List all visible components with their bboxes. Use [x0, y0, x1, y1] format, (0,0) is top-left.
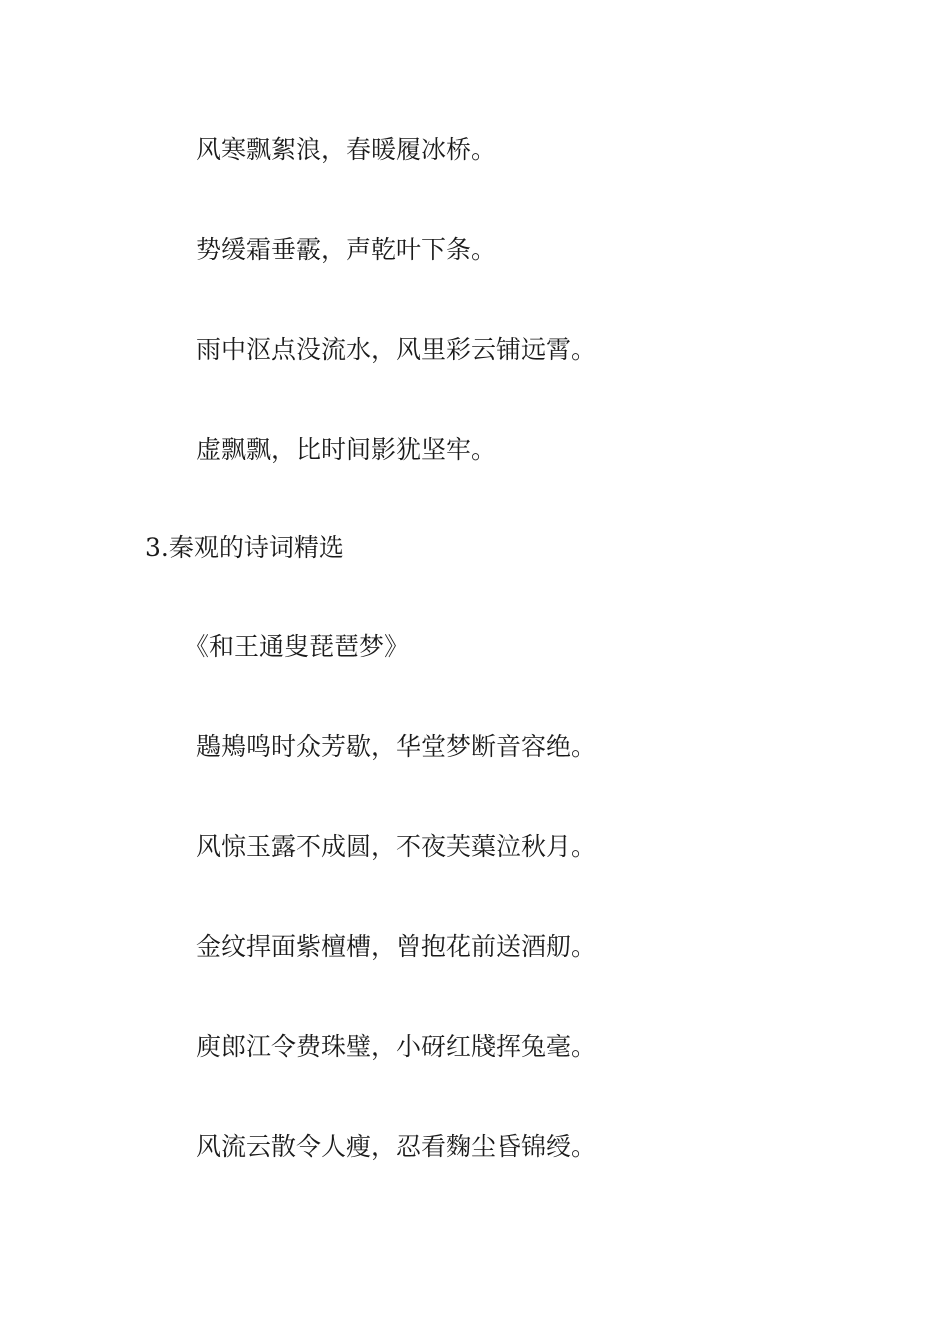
poem-line: 金纹捍面紫檀槽，曾抱花前送酒舠。 — [196, 932, 597, 961]
poem-line: 势缓霜垂霰，声乾叶下条。 — [196, 235, 497, 264]
poem-line: 鶗鴂鸣时众芳歇，华堂梦断音容绝。 — [196, 732, 597, 761]
poem-line: 风寒飘絮浪，春暖履冰桥。 — [196, 135, 497, 164]
poem-title: 《和王通叟琵琶梦》 — [184, 632, 410, 661]
poem-line: 风惊玉露不成圆，不夜芙蕖泣秋月。 — [196, 832, 597, 861]
poem-line: 虚飘飘，比时间影犹坚牢。 — [196, 435, 497, 464]
poem-line: 风流云散令人瘦，忍看麴尘昏锦绶。 — [196, 1132, 597, 1161]
section-heading: 3.秦观的诗词精选 — [145, 533, 344, 562]
poem-line: 雨中沤点没流水，风里彩云铺远霄。 — [196, 335, 597, 364]
poem-line: 庾郎江令费珠璧，小砑红牋挥兔毫。 — [196, 1032, 597, 1061]
